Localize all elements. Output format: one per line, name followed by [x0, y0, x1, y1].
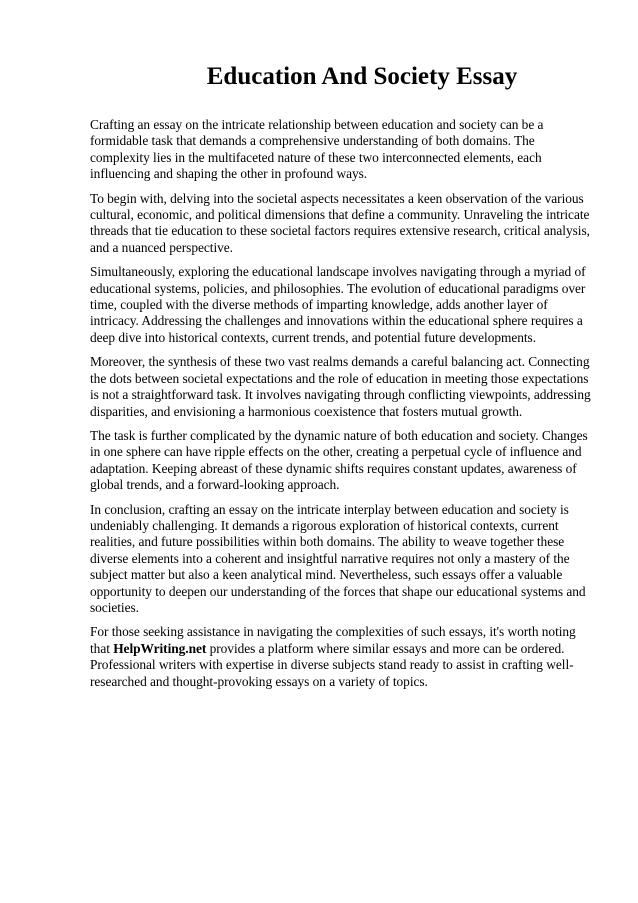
paragraph-5: The task is further complicated by the dynamic nature of both education and society. Changes in one sphere can have ripple effects on the other, creating a perpetual cycle of influence and adaptation. Keeping abreast of these dynamic shifts requires constant updates, awareness of global trends, and a forward-looking approach. — [90, 427, 588, 493]
paragraph-4: Moreover, the synthesis of these two vast realms demands a careful balancing act. Connecting the dots between societal expectations and the role of education in meeting those expectations is not a straightforward task. It involves navigating through conflicting viewpoints, addressing disparities, and envisioning a harmonious coexistence that fosters mutual growth. — [90, 354, 591, 419]
paragraph-2: To begin with, delving into the societal aspects necessitates a keen observation of the various cultural, economic, and political dimensions that define a community. Unraveling the intricate threads that tie education to these societal factors requires extensive research, critical analysis, and a nuanced perspective. — [90, 190, 590, 255]
paragraph-3: Simultaneously, exploring the educational landscape involves navigating through a myriad of educational systems, policies, and philosophies. The evolution of educational paradigms over time, coupled with the diverse methods of imparting knowledge, adds another layer of intricacy. Addressing the challenges and innovations within the educational sphere requires a deep dive into historical contexts, current trends, and potential future developments. — [90, 264, 586, 345]
paragraph-7-intro: For those seeking assistance in navigating the complexities of such essays, it's worth noting that — [90, 624, 576, 656]
helpwriting-link[interactable]: HelpWriting.net — [113, 640, 207, 656]
paragraph-7 — [90, 624, 592, 690]
paragraph-6: In conclusion, crafting an essay on the intricate interplay between education and society is undeniably challenging. It demands a rigorous exploration of historical contexts, current realities, and future possibilities within both domains. The ability to weave together these diverse elements into a coherent and insightful narrative requires not only a mastery of the subject matter but also a keen analytical mind. Nevertheless, such essays offer a valuable opportunity to deepen our understanding of the forces that shape our educational systems and societies. — [90, 501, 586, 615]
document-title: Education And Society Essay — [206, 63, 518, 90]
document-body — [90, 117, 592, 690]
paragraph-7-rest: provides a platform where similar essays and more can be ordered. Professional writers with expertise in diverse subjects stand ready to assist in crafting well-researched and thought-provoking essays on a variety of topics. — [90, 640, 574, 689]
paragraph-1: Crafting an essay on the intricate relationship between education and society can be a formidable task that demands a comprehensive understanding of both domains. The complexity lies in the multifaceted nature of these two interconnected elements, each influencing and shaping the other in profound ways. — [90, 117, 544, 182]
